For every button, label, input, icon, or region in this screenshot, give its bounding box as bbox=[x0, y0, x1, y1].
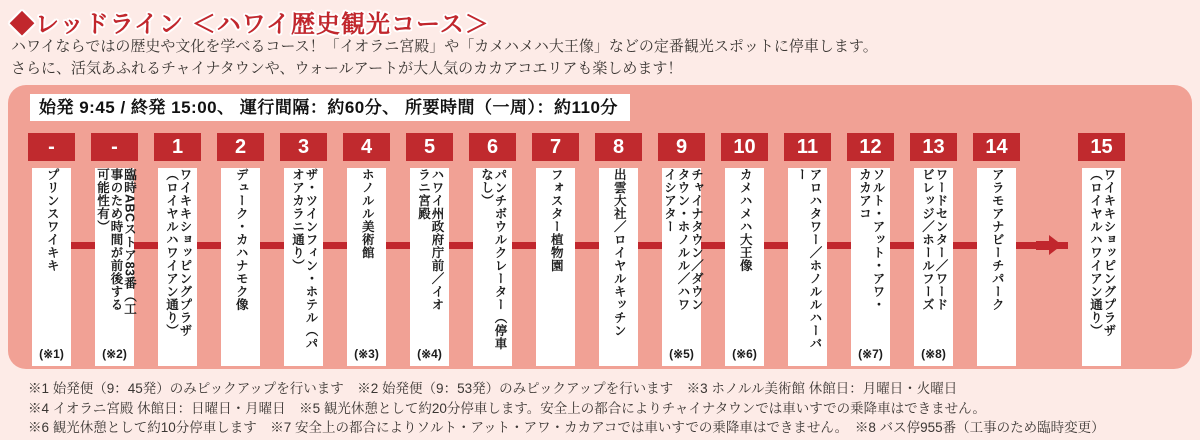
footnotes bbox=[28, 379, 1105, 438]
stop-name: デューク・カハナモク像 bbox=[234, 168, 249, 311]
stop-number-badge: - bbox=[91, 133, 138, 161]
right-arrow-icon bbox=[1036, 235, 1062, 255]
description-line-2: さらに、活気あふれるチャイナタウンや、ウォールアートが大人気のカカアコエリアも楽しめます！ bbox=[11, 60, 683, 77]
stop-box bbox=[95, 168, 137, 366]
stop-box bbox=[410, 168, 449, 366]
stop-column-13 bbox=[910, 133, 957, 366]
footnote-line-3: ※6 観光休憩として約10分停車します ※7 安全上の都合によりソルト・アット・アワ・カカアコでは車いすでの乗降車はできません。 ※8 バス停955番（工事のため臨時変更） bbox=[28, 420, 1105, 435]
stop-footnote-ref: (※4) bbox=[417, 347, 442, 361]
stop-box bbox=[725, 168, 764, 366]
stop-name: パンチボウルクレーター（停車なし） bbox=[479, 168, 507, 350]
stop-number-badge: 10 bbox=[721, 133, 768, 161]
stop-name: ホノルル美術館 bbox=[360, 168, 375, 259]
stop-box bbox=[473, 168, 512, 366]
arrow-head bbox=[1049, 235, 1062, 255]
stop-name: ワードセンター／ワードビレッジ／ホールフーズ bbox=[920, 168, 948, 311]
stop-column-2 bbox=[217, 133, 264, 366]
stop-box bbox=[284, 168, 323, 366]
stop-column-11 bbox=[784, 133, 831, 366]
stop-name: ザ・ツインフィン・ホテル（パオアカラニ通り） bbox=[290, 168, 318, 350]
stop-column-4 bbox=[343, 133, 390, 366]
stop-name: フォスター植物園 bbox=[549, 168, 564, 272]
stop-footnote-ref: (※5) bbox=[669, 347, 694, 361]
stop-box bbox=[1082, 168, 1121, 366]
stop-column-7 bbox=[532, 133, 579, 366]
stop-column-15 bbox=[1078, 133, 1125, 366]
stop-name: 出雲大社／ロイヤルキッチン bbox=[612, 168, 627, 337]
course-description bbox=[11, 36, 878, 80]
stop-name: アラモアナビーチパーク bbox=[990, 168, 1005, 311]
stop-name: プリンスワイキキ bbox=[45, 168, 60, 272]
stop-box bbox=[536, 168, 575, 366]
stop-name: カメハメハ大王像 bbox=[738, 168, 753, 272]
footnote-line-2: ※4 イオラニ宮殿 休館日：日曜日・月曜日 ※5 観光休憩として約20分停車します。安全上の都合によりチャイナタウンでは車いすでの乗降車はできません。 bbox=[28, 400, 986, 416]
stop-column-14 bbox=[973, 133, 1020, 366]
stop-column-pickup-1 bbox=[28, 133, 75, 366]
stop-box bbox=[914, 168, 953, 366]
stop-box bbox=[221, 168, 260, 366]
stop-name: ワイキキショッピングプラザ（ロイヤルハワイアン通り） bbox=[164, 168, 192, 337]
arrow-shaft bbox=[1036, 241, 1049, 250]
stop-box bbox=[851, 168, 890, 366]
stop-number-badge: 14 bbox=[973, 133, 1020, 161]
stop-number-badge: 8 bbox=[595, 133, 642, 161]
stop-name: ハワイ州政府庁前／イオラニ宮殿 bbox=[416, 168, 444, 311]
stop-column-10 bbox=[721, 133, 768, 366]
stop-box bbox=[347, 168, 386, 366]
stop-box bbox=[32, 168, 71, 366]
stop-box bbox=[977, 168, 1016, 366]
stop-number-badge: 3 bbox=[280, 133, 327, 161]
stop-column-1 bbox=[154, 133, 201, 366]
stop-footnote-ref: (※2) bbox=[102, 347, 127, 361]
stop-column-pickup-2 bbox=[91, 133, 138, 366]
stop-column-9 bbox=[658, 133, 705, 366]
stop-box bbox=[662, 168, 704, 366]
stop-footnote-ref: (※1) bbox=[39, 347, 64, 361]
stop-number-badge: 13 bbox=[910, 133, 957, 161]
stop-number-badge: 4 bbox=[343, 133, 390, 161]
schedule-bar: 始発 9:45 / 終発 15:00、 運行間隔：約60分、 所要時間（一周）：約110分 bbox=[30, 94, 630, 121]
stop-box bbox=[599, 168, 638, 366]
stop-footnote-ref: (※3) bbox=[354, 347, 379, 361]
stop-number-badge: 15 bbox=[1078, 133, 1125, 161]
stop-column-5 bbox=[406, 133, 453, 366]
stop-number-badge: 7 bbox=[532, 133, 579, 161]
stop-name: 臨時ABCストア83番（工事のため時間が前後する可能性有） bbox=[95, 168, 137, 316]
stop-number-badge: 11 bbox=[784, 133, 831, 161]
stop-footnote-ref: (※7) bbox=[858, 347, 883, 361]
stop-box bbox=[788, 168, 827, 366]
description-line-1: ハワイならではの歴史や文化を学べるコース！「イオラニ宮殿」や「カメハメハ大王像」などの定番観光スポットに停車します。 bbox=[11, 38, 878, 55]
stop-name: ソルト・アット・アワ・カカアコ bbox=[857, 168, 885, 311]
stop-number-badge: 1 bbox=[154, 133, 201, 161]
stop-name: ワイキキショッピングプラザ（ロイヤルハワイアン通り） bbox=[1088, 168, 1116, 337]
stop-number-badge: 2 bbox=[217, 133, 264, 161]
page-title: ◆レッドライン ＜ハワイ歴史観光コース＞ bbox=[10, 11, 490, 38]
stop-number-badge: 12 bbox=[847, 133, 894, 161]
route-panel bbox=[8, 85, 1192, 369]
stop-footnote-ref: (※8) bbox=[921, 347, 946, 361]
stop-column-3 bbox=[280, 133, 327, 366]
stop-column-8 bbox=[595, 133, 642, 366]
footnote-line-1: ※1 始発便（9：45発）のみピックアップを行います ※2 始発便（9：53発）のみピックアップを行います ※3 ホノルル美術館 休館日：月曜日・火曜日 bbox=[28, 381, 958, 396]
stop-number-badge: 9 bbox=[658, 133, 705, 161]
stop-number-badge: 6 bbox=[469, 133, 516, 161]
stop-column-6 bbox=[469, 133, 516, 366]
stop-name: チャイナタウン／ダウンタウン・ホノルル／ハワイシアター bbox=[662, 168, 704, 311]
stop-number-badge: 5 bbox=[406, 133, 453, 161]
stop-column-12 bbox=[847, 133, 894, 366]
stop-name: アロハタワー／ホノルルハーバー bbox=[794, 168, 822, 350]
stops-row bbox=[28, 133, 1125, 366]
stop-footnote-ref: (※6) bbox=[732, 347, 757, 361]
stop-number-badge: - bbox=[28, 133, 75, 161]
stop-box bbox=[158, 168, 197, 366]
